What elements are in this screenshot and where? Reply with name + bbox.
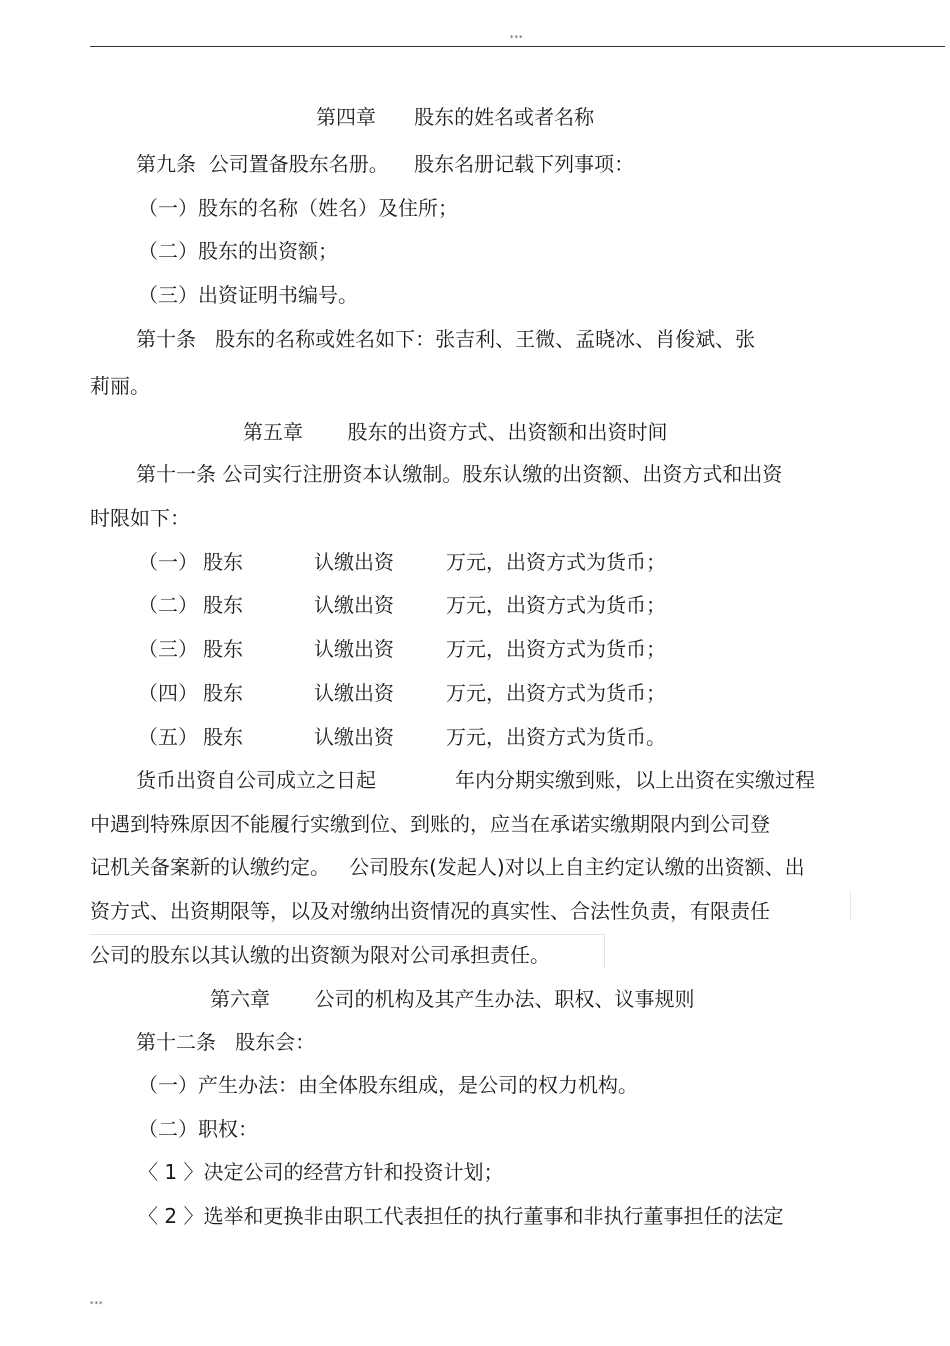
contribution-row-2-shareholder: 股东	[203, 593, 243, 617]
contribution-row-3-shareholder: 股东	[203, 637, 243, 661]
contribution-row-1-shareholder: 股东	[203, 550, 243, 574]
article-12-sub-1: 〈 1 〉决定公司的经营方针和投资计划；	[138, 1160, 504, 1184]
contribution-row-2-amount: 万元，出资方式为货币；	[446, 593, 666, 617]
text-frame-edge	[850, 890, 851, 920]
payment-line-3: 记机关备案新的认缴约定。 公司股东(发起人)对以上自主约定认缴的出资额、出	[90, 855, 805, 879]
contribution-row-3-number: （三）	[138, 637, 198, 661]
contribution-row-5-number: （五）	[138, 725, 198, 749]
contribution-row-2-subscribe: 认缴出资	[314, 593, 394, 617]
article-10-line-1: 第十条 股东的名称或姓名如下：张吉利、王微、孟晓冰、肖俊斌、张	[136, 327, 756, 351]
article-12: 第十二条 股东会：	[136, 1030, 316, 1054]
payment-line-5: 公司的股东以其认缴的出资额为限对公司承担责任。	[90, 943, 550, 967]
article-9: 第九条 公司置备股东名册。 股东名册记载下列事项：	[136, 152, 635, 176]
contribution-row-5-subscribe: 认缴出资	[314, 725, 394, 749]
contribution-row-4-shareholder: 股东	[203, 681, 243, 705]
contribution-row-4-amount: 万元，出资方式为货币；	[446, 681, 666, 705]
chapter-6-title: 第六章 公司的机构及其产生办法、职权、议事规则	[210, 987, 695, 1011]
article-9-item-1: （一）股东的名称（姓名）及住所；	[138, 196, 458, 220]
contribution-row-4-subscribe: 认缴出资	[314, 681, 394, 705]
article-9-item-3: （三）出资证明书编号。	[138, 283, 358, 307]
payment-line-1-start: 货币出资自公司成立之日起	[136, 768, 376, 792]
contribution-row-3-subscribe: 认缴出资	[314, 637, 394, 661]
article-12-sub-2: 〈 2 〉选举和更换非由职工代表担任的执行董事和非执行董事担任的法定	[138, 1204, 784, 1228]
contribution-row-5-shareholder: 股东	[203, 725, 243, 749]
footer-mark: ***	[90, 1300, 104, 1308]
article-11-line-1: 第十一条 公司实行注册资本认缴制。股东认缴的出资额、出资方式和出资	[136, 462, 783, 486]
payment-line-1-end: 年内分期实缴到账，以上出资在实缴过程	[455, 768, 815, 792]
article-11-line-2: 时限如下：	[90, 506, 190, 530]
contribution-row-1-subscribe: 认缴出资	[314, 550, 394, 574]
contribution-row-1-number: （一）	[138, 550, 198, 574]
contribution-row-2-number: （二）	[138, 593, 198, 617]
payment-line-4: 资方式、出资期限等，以及对缴纳出资情况的真实性、合法性负责，有限责任	[90, 899, 770, 923]
contribution-row-5-amount: 万元，出资方式为货币。	[446, 725, 666, 749]
header-mark: ***	[510, 34, 524, 42]
article-10-line-2: 莉丽。	[90, 374, 150, 398]
payment-line-2: 中遇到特殊原因不能履行实缴到位、到账的，应当在承诺实缴期限内到公司登	[90, 812, 770, 836]
contribution-row-1-amount: 万元，出资方式为货币；	[446, 550, 666, 574]
article-9-item-2: （二）股东的出资额；	[138, 239, 338, 263]
contribution-row-3-amount: 万元，出资方式为货币；	[446, 637, 666, 661]
header-rule	[90, 46, 945, 47]
chapter-4-title: 第四章 股东的姓名或者名称	[316, 105, 595, 129]
chapter-5-title: 第五章 股东的出资方式、出资额和出资时间	[243, 420, 668, 444]
article-12-item-1: （一）产生办法：由全体股东组成，是公司的权力机构。	[138, 1073, 638, 1097]
article-12-item-2: （二）职权：	[138, 1117, 258, 1141]
contribution-row-4-number: （四）	[138, 681, 198, 705]
